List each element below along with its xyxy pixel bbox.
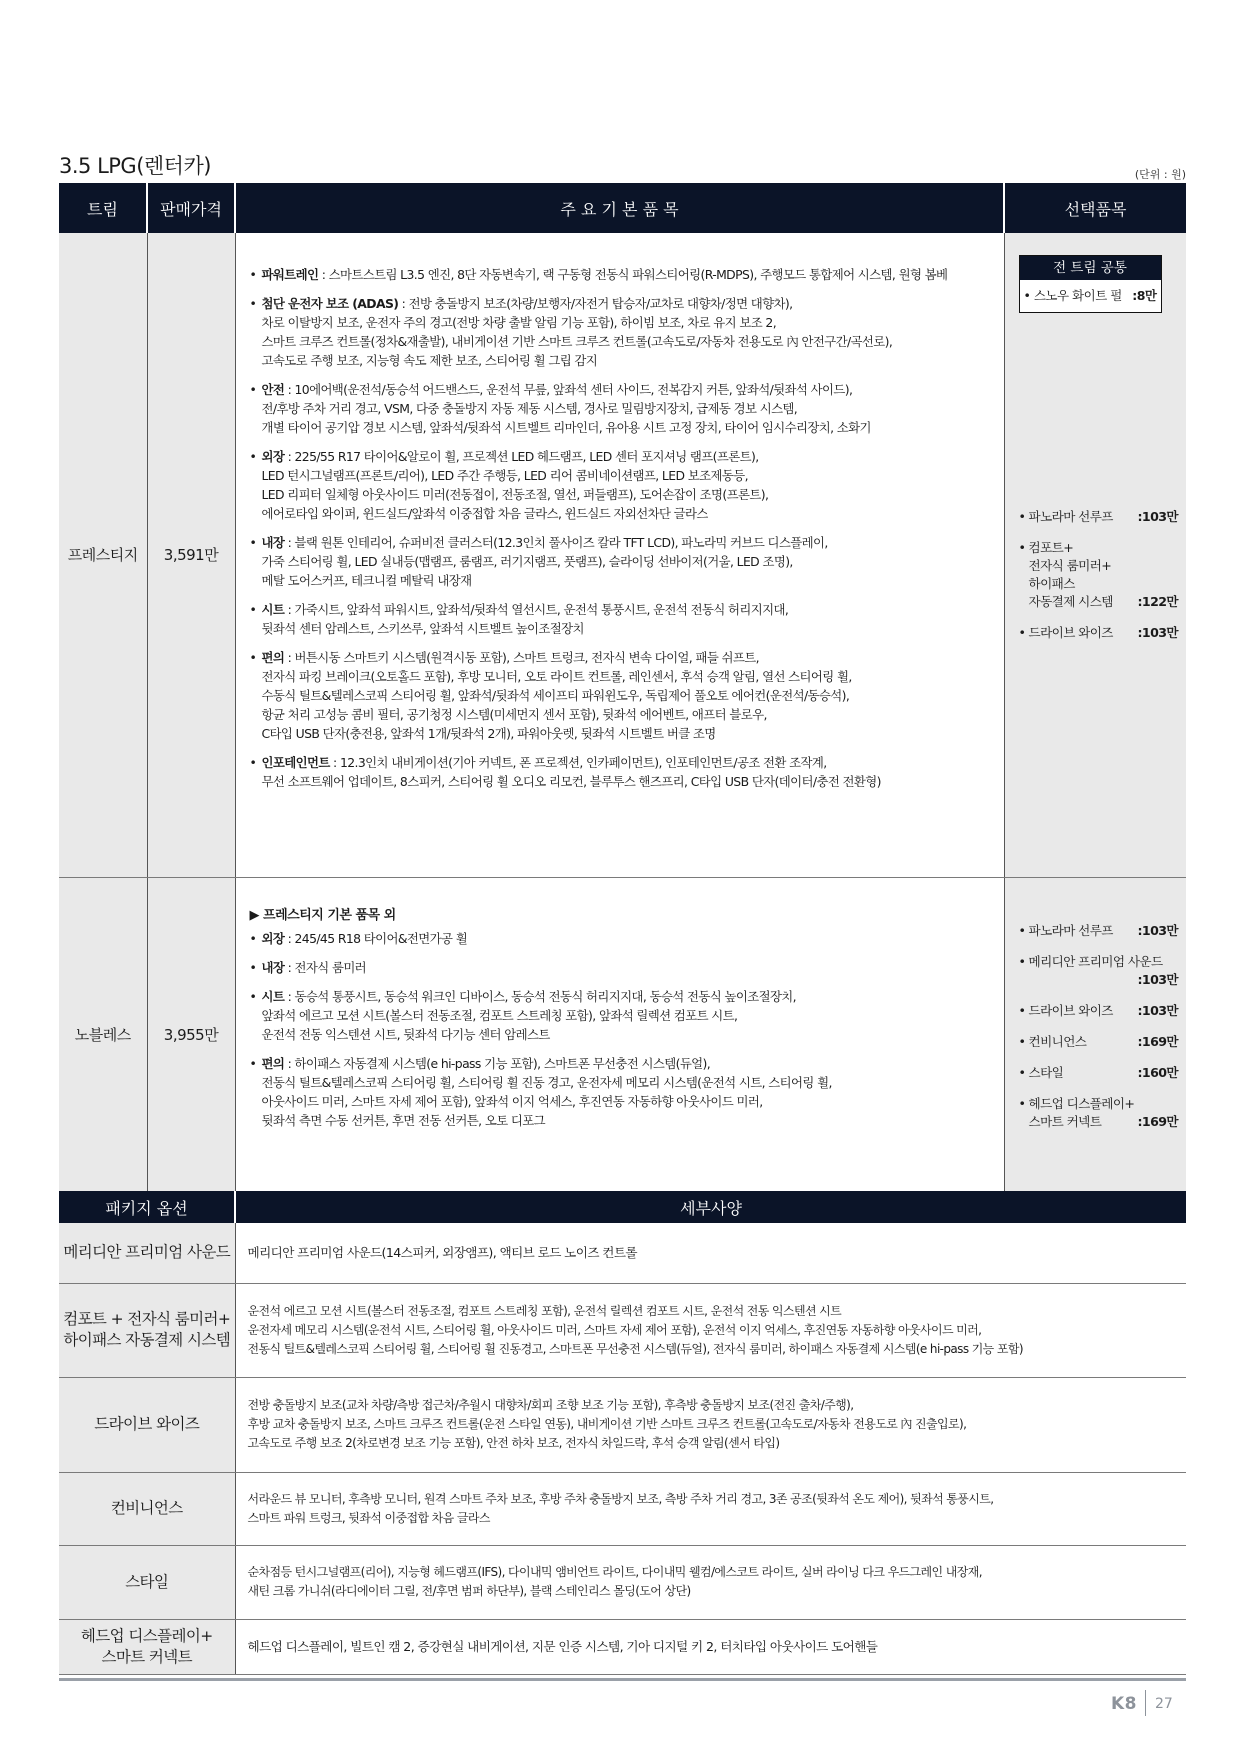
- page-title: 3.5 LPG(렌터카): [59, 154, 211, 178]
- trim-row-noblesse: [59, 877, 1186, 1191]
- option-item: • 파노라마 선루프 :103만: [1019, 922, 1179, 940]
- footer-separator: [1145, 1690, 1146, 1716]
- trim-table: [59, 183, 1186, 1192]
- package-detail: 운전석 에르고 모션 시트(볼스터 전동조절, 컴포트 스트레칭 포함), 운전석 릴렉션 컴포트 시트, 운전석 전동 익스텐션 시트 운전자세 메모리 시스템(운전석 시트, 스티어링 휠, 아웃사이드 미러, 스마트 자세 제어 포함), 운전석 이지 억세스, 후진연동 자동하향 아웃사이드 미러, 전동식 틸트&텔레스코픽 스티어링 휠, 스티어링 휠 진동경고, 스마트폰 무선충전 시스템(듀얼), 전자식 룸미러, 하이패스 자동결제 시스템(e hi-pass 기능 포함): [235, 1283, 1186, 1377]
- footer-divider: [59, 1678, 1186, 1681]
- common-option-box: [1019, 255, 1162, 313]
- package-detail: 전방 충돌방지 보조(교차 차량/측방 접근차/추월시 대향차/회피 조향 보조 기능 포함), 후측방 충돌방지 보조(전진 출차/주행), 후방 교차 충돌방지 보조, 스마트 크루즈 컨트롤(운전 스타일 연동), 내비게이션 기반 스마트 크루즈 컨트롤(고속도로/자동차 전용도로 內 진출입로), 고속도로 주행 보조 2(차로변경 보조 기능 포함), 안전 하차 보조, 전자식 차일드락, 후석 승객 알림(센서 타입): [235, 1377, 1186, 1472]
- package-name: 컴포트 + 전자식 룸미러+ 하이패스 자동결제 시스템: [59, 1283, 235, 1377]
- package-row: [59, 1619, 1186, 1674]
- package-name: 헤드업 디스플레이+ 스마트 커넥트: [59, 1619, 235, 1674]
- feature-list: [235, 877, 1004, 1191]
- common-option-item: • 스노우 화이트 펄 :8만: [1023, 288, 1157, 303]
- feature-item: • 인포테인먼트 : 12.3인치 내비게이션(기아 커넥트, 폰 프로젝션, 인카페이먼트), 인포테인먼트/공조 전환 조작계, 무선 소프트웨어 업데이트, 8스피커, 스티어링 휠 오디오 리모컨, 블루투스 핸즈프리, C타입 USB 단자(데이터/충전 전환형): [250, 753, 992, 791]
- feature-item: • 내장 : 블랙 원톤 인테리어, 슈퍼비전 클러스터(12.3인치 풀사이즈 칼라 TFT LCD), 파노라믹 커브드 디스플레이, 가죽 스티어링 휠, LED 실내등(맵램프, 룸램프, 러기지램프, 풋램프), 슬라이딩 선바이저(거울, LED 조명), 메탈 도어스커프, 테크니컬 메탈릭 내장재: [250, 533, 992, 590]
- feature-item: • 시트 : 가죽시트, 앞좌석 파워시트, 앞좌석/뒷좌석 열선시트, 운전석 통풍시트, 운전석 전동식 허리지지대, 뒷좌석 센터 암레스트, 스키쓰루, 앞좌석 시트벨트 높이조절장치: [250, 600, 992, 638]
- trim-price: 3,955만: [147, 877, 235, 1191]
- page-number: 27: [1155, 1696, 1173, 1712]
- trim-row-prestige: [59, 233, 1186, 877]
- feature-item: • 파워트레인 : 스마트스트림 L3.5 엔진, 8단 자동변속기, 랙 구동형 전동식 파워스티어링(R-MDPS), 주행모드 통합제어 시스템, 원형 봄베: [250, 265, 992, 284]
- package-detail: 헤드업 디스플레이, 빌트인 캠 2, 증강현실 내비게이션, 지문 인증 시스템, 기아 디지털 키 2, 터치타입 아웃사이드 도어핸들: [235, 1619, 1186, 1674]
- package-detail: 서라운드 뷰 모니터, 후측방 모니터, 원격 스마트 주차 보조, 후방 주차 충돌방지 보조, 측방 주차 거리 경고, 3존 공조(뒷좌석 온도 제어), 뒷좌석 통풍시트, 스마트 파워 트렁크, 뒷좌석 이중접합 차음 글라스: [235, 1472, 1186, 1545]
- feature-list: [235, 233, 1004, 877]
- option-item: • 컨비니언스 :169만: [1019, 1033, 1179, 1051]
- header-package-detail: 세부사양: [235, 1191, 1186, 1223]
- common-option-head: 전 트림 공통: [1020, 256, 1161, 280]
- package-name: 스타일: [59, 1545, 235, 1619]
- package-detail: 순차점등 턴시그널램프(리어), 지능형 헤드램프(IFS), 다이내믹 앰비언트 라이트, 다이내믹 웰컴/에스코트 라이트, 실버 라이닝 다크 우드그레인 내장재, 새틴 크롬 가니쉬(라디에이터 그릴, 전/후면 범퍼 하단부), 블랙 스테인리스 몰딩(도어 상단): [235, 1545, 1186, 1619]
- trim-name: 프레스티지: [59, 233, 147, 877]
- feature-item: • 안전 : 10에어백(운전석/동승석 어드밴스드, 운전석 무릎, 앞좌석 센터 사이드, 전복감지 커튼, 앞좌석/뒷좌석 사이드), 전/후방 주차 거리 경고, VSM, 다중 충돌방지 자동 제동 시스템, 경사로 밀림방지장치, 급제동 경보 시스템, 개별 타이어 공기압 경보 시스템, 앞좌석/뒷좌석 시트벨트 리마인더, 유아용 시트 고정 장치, 타이어 임시수리장치, 소화기: [250, 380, 992, 437]
- feature-item: • 시트 : 동승석 통풍시트, 동승석 워크인 디바이스, 동승석 전동식 허리지지대, 동승석 전동식 높이조절장치, 앞좌석 에르고 모션 시트(볼스터 전동조절, 컴포트 스트레칭 포함), 앞좌석 릴렉션 컴포트 시트, 운전석 전동 익스텐션 시트, 뒷좌석 다기능 센터 암레스트: [250, 987, 992, 1044]
- option-item: • 컴포트+ 전자식 룸미러+ 하이패스 자동결제 시스템 :122만: [1019, 539, 1179, 611]
- feature-item: • 편의 : 버튼시동 스마트키 시스템(원격시동 포함), 스마트 트렁크, 전자식 변속 다이얼, 패들 쉬프트, 전자식 파킹 브레이크(오토홀드 포함), 후방 모니터, 오토 라이트 컨트롤, 레인센서, 후석 승객 알림, 열선 스티어링 휠, 수동식 틸트&텔레스코픽 스티어링 휠, 앞좌석/뒷좌석 세이프티 파워윈도우, 독립제어 풀오토 에어컨(운전석/동승석), 항균 처리 고성능 콤비 필터, 공기청정 시스템(미세먼지 센서 포함), 뒷좌석 에어벤트, 애프터 블로우, C타입 USB 단자(충전용, 앞좌석 1개/뒷좌석 2개), 파워아웃렛, 뒷좌석 시트벨트 버클 조명: [250, 648, 992, 743]
- option-list: [1004, 233, 1186, 877]
- unit-note: (단위 : 원): [1134, 168, 1186, 181]
- footer-model-name: K8: [1111, 1694, 1138, 1714]
- trim-name: 노블레스: [59, 877, 147, 1191]
- option-item: • 스타일 :160만: [1019, 1064, 1179, 1082]
- option-item: • 파노라마 선루프 :103만: [1019, 508, 1179, 526]
- package-name: 드라이브 와이즈: [59, 1377, 235, 1472]
- feature-item: • 내장 : 전자식 룸미러: [250, 958, 992, 977]
- option-item: • 헤드업 디스플레이+ 스마트 커넥트 :169만: [1019, 1095, 1179, 1131]
- header-price: 판매가격: [147, 183, 235, 233]
- feature-item: • 편의 : 하이패스 자동결제 시스템(e hi-pass 기능 포함), 스마트폰 무선충전 시스템(듀얼), 전동식 틸트&텔레스코픽 스티어링 휠, 스티어링 휠 진동 경고, 운전자세 메모리 시스템(운전석 시트, 스티어링 휠, 아웃사이드 미러, 스마트 자세 제어 포함), 앞좌석 이지 억세스, 후진연동 자동하향 아웃사이드 미러, 뒷좌석 측면 수동 선커튼, 후면 전동 선커튼, 오토 디포그: [250, 1054, 992, 1130]
- package-row: [59, 1472, 1186, 1545]
- sub-heading: ▶ 프레스티지 기본 품목 외: [249, 907, 396, 923]
- option-item: • 드라이브 와이즈 :103만: [1019, 1002, 1179, 1020]
- package-row: [59, 1377, 1186, 1472]
- option-item: • 메리디안 프리미엄 사운드 :103만: [1019, 953, 1179, 989]
- option-item: • 드라이브 와이즈 :103만: [1019, 624, 1179, 642]
- package-detail: 메리디안 프리미엄 사운드(14스피커, 외장앰프), 액티브 로드 노이즈 컨트롤: [235, 1223, 1186, 1283]
- header-options: 선택품목: [1004, 183, 1186, 233]
- trim-price: 3,591만: [147, 233, 235, 877]
- feature-item: • 외장 : 245/45 R18 타이어&전면가공 휠: [250, 929, 992, 948]
- option-list: [1004, 877, 1186, 1191]
- header-features: 주 요 기 본 품 목: [235, 183, 1004, 233]
- feature-item: • 첨단 운전자 보조 (ADAS) : 전방 충돌방지 보조(차량/보행자/자전거 탑승자/교차로 대향차/정면 대향차), 차로 이탈방지 보조, 운전자 주의 경고(전방 차량 출발 알림 기능 포함), 하이빔 보조, 차로 유지 보조 2, 스마트 크루즈 컨트롤(정차&재출발), 내비게이션 기반 스마트 크루즈 컨트롤(고속도로/자동차 전용도로 內 안전구간/곡선로), 고속도로 주행 보조, 지능형 속도 제한 보조, 스티어링 휠 그립 감지: [250, 294, 992, 370]
- package-name: 컨비니언스: [59, 1472, 235, 1545]
- header-package-name: 패키지 옵션: [59, 1191, 235, 1223]
- feature-item: • 외장 : 225/55 R17 타이어&알로이 휠, 프로젝션 LED 헤드램프, LED 센터 포지셔닝 램프(프론트), LED 턴시그널램프(프론트/리어), LED 주간 주행등, LED 리어 콤비네이션램프, LED 보조제동등, LED 리피터 일체형 아웃사이드 미러(전동접이, 전동조절, 열선, 퍼들램프), 도어손잡이 조명(프론트), 에어로타입 와이퍼, 윈드실드/앞좌석 이중접합 차음 글라스, 윈드실드 자외선차단 글라스: [250, 447, 992, 523]
- package-name: 메리디안 프리미엄 사운드: [59, 1223, 235, 1283]
- package-row: [59, 1223, 1186, 1283]
- package-table: [59, 1191, 1186, 1675]
- header-trim: 트림: [59, 183, 147, 233]
- package-row: [59, 1283, 1186, 1377]
- package-row: [59, 1545, 1186, 1619]
